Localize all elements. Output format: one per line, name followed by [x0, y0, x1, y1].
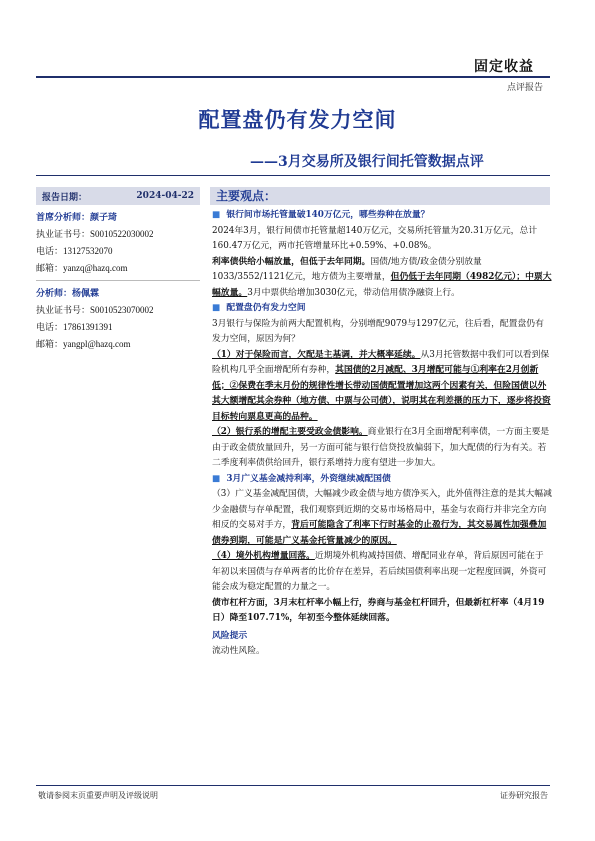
p6-text: （3）广义基金减配国债，大幅减少政金债与地方债净买入，此外值得注意的是其大幅减少金融债与存单配置，我们观察到近期的交易市场格局中，基金与农商行并非完全方向相反的交易对手方， — [212, 489, 552, 530]
analyst-2-cert: 执业证书号：S0010523070002 — [36, 305, 154, 315]
p4-rest: 从3月托管数据中我们可以看到保险机构几乎全面增配所有券种， — [212, 349, 550, 375]
report-date-label: 报告日期： — [42, 192, 88, 203]
paragraph-6 — [212, 487, 552, 549]
paragraph-8: 债市杠杆方面，3月末杠杆率小幅上行，券商与基金杠杆回升，但最新杠杆率（4月19日）降至107.71%，年初至今整体延续回落。 — [212, 597, 545, 623]
square-bullet-icon: ■ — [212, 473, 221, 484]
footer-disclaimer: 敬请参阅末页重要声明及评级说明 — [38, 791, 158, 800]
paragraph-2 — [212, 255, 552, 302]
page-title: 配置盘仍有发力空间 — [198, 107, 397, 132]
report-date-value: 2024-04-22 — [136, 191, 194, 201]
p2-rest: 国债/地方债/政金债分别放量1033/3552/1121亿元，地方债为主要增量， — [212, 256, 482, 282]
analyst-2-name: 分析师：杨佩霖 — [36, 289, 100, 299]
p4-underline-2: 其国债的2月减配、3月增配可能与①利率在2月创新低；②保费在季末月份的规律性增长带动国债配置增加这两个因素有关，但险国债以外其大额增配其余券种（地方债、中票与公司债），说明其在利差摄的压力下，逐步将投资目标转向票息更高的品种。 — [212, 365, 551, 422]
bullet-heading-2 — [212, 301, 552, 317]
analyst-2-phone: 电话：17861391391 — [36, 322, 113, 332]
p4-underline: （1）对于保险而言，欠配是主基调，并大概率延续。 — [212, 349, 421, 360]
paragraph-3: 3月银行与保险为前两大配置机构，分别增配9079与1297亿元，往后看，配置盘仍有发力空间，原因为何？ — [212, 318, 544, 344]
analyst-2-email[interactable]: 邮箱：yangpl@hazq.com — [36, 339, 131, 349]
p7-rest: 近期境外机构减持国债、增配同业存单，背后原因可能在于年初以来国债与存单两者的比价存在差异，若后续国债利率出现一定程度回调，外资可能会成为稳定配置的力量之一。 — [212, 551, 547, 592]
paragraph-1: 2024年3月，银行间债市托管量超140万亿元，交易所托管量为20.31万亿元，总计160.47万亿元，两市托管增量环比+0.59%、+0.08%。 — [212, 225, 538, 251]
bullet-heading-3 — [212, 472, 552, 488]
report-subcategory: 点评报告 — [507, 83, 544, 93]
p2-underline: 但仍低于去年同期（4982亿元）；中票大幅放量。 — [212, 272, 552, 298]
analyst-1-name: 首席分析师：颜子琦 — [36, 213, 118, 223]
square-bullet-icon: ■ — [212, 303, 221, 313]
p6-underline: 背后可能隐含了利率下行时基金的止盈行为，其交易属性加强叠加债券到期，可能是广义基金托管量减少的原因。 — [212, 520, 547, 546]
header-divider — [36, 76, 550, 78]
p2-end: 3月中票供给增加3030亿元，带动信用债净融资上行。 — [247, 287, 460, 298]
analyst-1-email[interactable]: 邮箱：yanzq@hazq.com — [36, 263, 128, 273]
risk-warning-text: 流动性风险。 — [212, 646, 265, 656]
bullet-2-text: 配置盘仍有发力空间 — [226, 303, 306, 313]
p2-bold: 利率债供给小幅放量，但低于去年同期。 — [212, 256, 371, 267]
page-subtitle: ——3月交易所及银行间托管数据点评 — [250, 154, 484, 170]
paragraph-7 — [212, 549, 552, 596]
risk-warning-title: 风险提示 — [212, 630, 248, 641]
sidebar — [36, 187, 200, 350]
paragraph-5 — [212, 425, 552, 472]
report-category: 固定收益 — [474, 59, 534, 75]
p7-underline: （4）境外机构增量回落。 — [212, 551, 315, 561]
main-content — [212, 208, 552, 660]
bullet-heading-1 — [212, 208, 552, 224]
p5-rest: 商业银行在3月全面增配利率债，一方面主要是由于政金债放量回升，另一方面可能与银行信贷投放偏弱下，加大配债的行为有关。若二季度利率债供给回升，银行系增持力度有望进一步加大。 — [212, 427, 550, 468]
footer-report-type: 证券研究报告 — [500, 791, 548, 800]
report-date-bar — [36, 187, 200, 205]
paragraph-4 — [212, 348, 552, 426]
square-bullet-icon: ■ — [212, 210, 221, 220]
bullet-1-text: 银行间市场托管量破140万亿元，哪些券种在放量？ — [226, 210, 430, 220]
analyst-1-phone: 电话：13127532070 — [36, 246, 113, 256]
sidebar-divider — [36, 280, 200, 281]
title-divider — [36, 175, 550, 176]
p5-underline: （2）银行系的增配主要受政金债影响。 — [212, 427, 368, 437]
key-points-heading: 主要观点： — [210, 187, 550, 205]
analyst-1-cert: 执业证书号：S0010522030002 — [36, 229, 154, 239]
bullet-3-text: 3月广义基金减持利率，外资继续减配国债 — [226, 473, 391, 484]
footer-divider — [36, 785, 550, 786]
